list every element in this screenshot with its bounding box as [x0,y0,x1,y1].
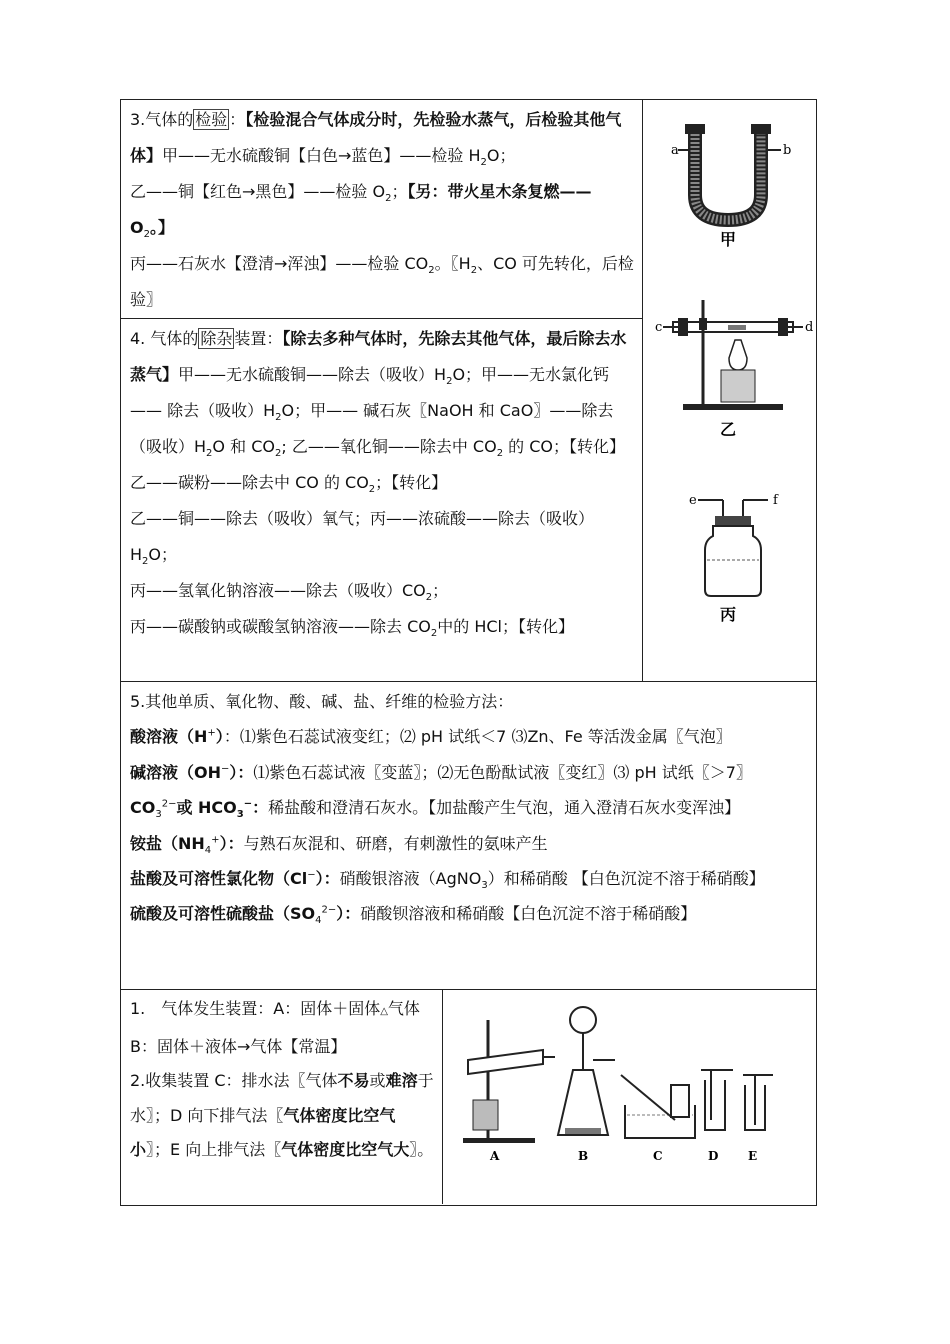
keyword-jianyan: 检验 [195,110,228,129]
label-C: C [653,1149,663,1163]
section-6-cell [121,990,817,1206]
apparatus-e [743,1075,773,1163]
apparatus-d [701,1070,733,1163]
section-5-cell: 5.其他单质、氧化物、酸、碱、盐、纤维的检验方法： 酸溶液（H+）：⑴紫色石蕊试液变红；⑵ pH 试纸＜7 ⑶Zn、Fe 等活泼金属〖气泡〗 碱溶液（OH−）：⑴紫色石蕊试液〖变蓝〗；⑵无色酚酞试液〖变红〗⑶ pH 试纸〖＞7〗 $CO_3^{2-}$或 $HCO_3^-$：稀盐酸和澄清石灰水。【加盐酸产生气泡，通入澄清石灰水变浑浊】 铵盐$(NH_4^+)$：与熟石灰混和、研磨，有刺激性的氨味产生 盐酸及可溶性氯化物（Cl−）：硝酸银溶液（AgNO$_3$）和稀硝酸 【白色沉淀不溶于稀硝酸】 硫酸及可溶性硫酸盐$(SO_4^{2-})$：硝酸钡溶液和稀硝酸【白色沉淀不溶于稀硝酸】 [121,682,817,990]
label-e: e [689,493,697,508]
apparatus-figure-cell [643,100,817,682]
wash-bottle-figure [689,493,779,624]
label-b: b [783,143,792,158]
label-d: d [805,320,814,335]
label-yi: 乙 [720,420,737,439]
label-a: a [671,143,679,158]
content-page [120,99,816,1206]
keyword-chuza: 除杂 [200,329,233,348]
label-B: B [578,1149,589,1163]
section-6-text: 1. 气体发生装置：A：固体＋固体△气体 B：固体＋液体→气体【常温】 2.收集装置 C：排水法〖气体不易或难溶于水〗；D 向下排气法〖气体密度比空气小〗；E 向上排气法〖气体密度比空气大〗。 [121,990,443,1204]
section-4-cell: 4. 气体的 除杂 装置：【除去多种气体时，先除去其他气体，最后除去水蒸气】甲——无水硫酸铜——除去（吸收）$H_2O$；甲——无水氯化钙—— 除去（吸收）$H_2O$；甲—— 碱石灰〖NaOH 和 CaO〗——除去（吸收）$H_2O$ 和 $CO_2$; 乙——氧化铜——除去中 $CO_2$ 的 CO；【转化】乙——碳粉——除去中 CO 的 $CO_2$；【转化】 乙——铜——除去（吸收）氧气；丙——浓硫酸——除去（吸收）$H_2O$； 丙——氢氧化钠溶液——除去（吸收）$CO_2$； 丙——碳酸钠或碳酸氢钠溶液——除去 $CO_2$中的 HCl；【转化】 [121,319,643,682]
apparatus-a [463,1020,555,1163]
section-3-cell: 3.气体的 检验 ：【检验混合气体成分时，先检验水蒸气，后检验其他气体】甲——无水硫酸铜【白色→蓝色】——检验 $H_2O$； 乙——铜【红色→黑色】——检验 $O_2$；【另：带火星木条复燃$——O_2$。】 丙——石灰水【澄清→浑浊】——检验 $CO_2$。〖$H_2$、CO 可先转化，后检验〗 [121,100,643,319]
label-c: c [655,320,663,335]
label-D: D [708,1149,719,1163]
label-E: E [748,1149,758,1163]
label-f: f [773,493,778,508]
chemistry-table [120,99,817,1206]
label-jia: 甲 [720,230,737,249]
gas-apparatus-figure [443,990,816,1204]
label-A: A [490,1149,500,1163]
apparatus-c [621,1075,695,1163]
u-tube-figure [671,124,791,249]
label-bing: 丙 [720,605,737,624]
apparatus-b [558,1007,615,1163]
heating-tube-figure [655,300,813,439]
apparatus-figure [643,100,815,674]
